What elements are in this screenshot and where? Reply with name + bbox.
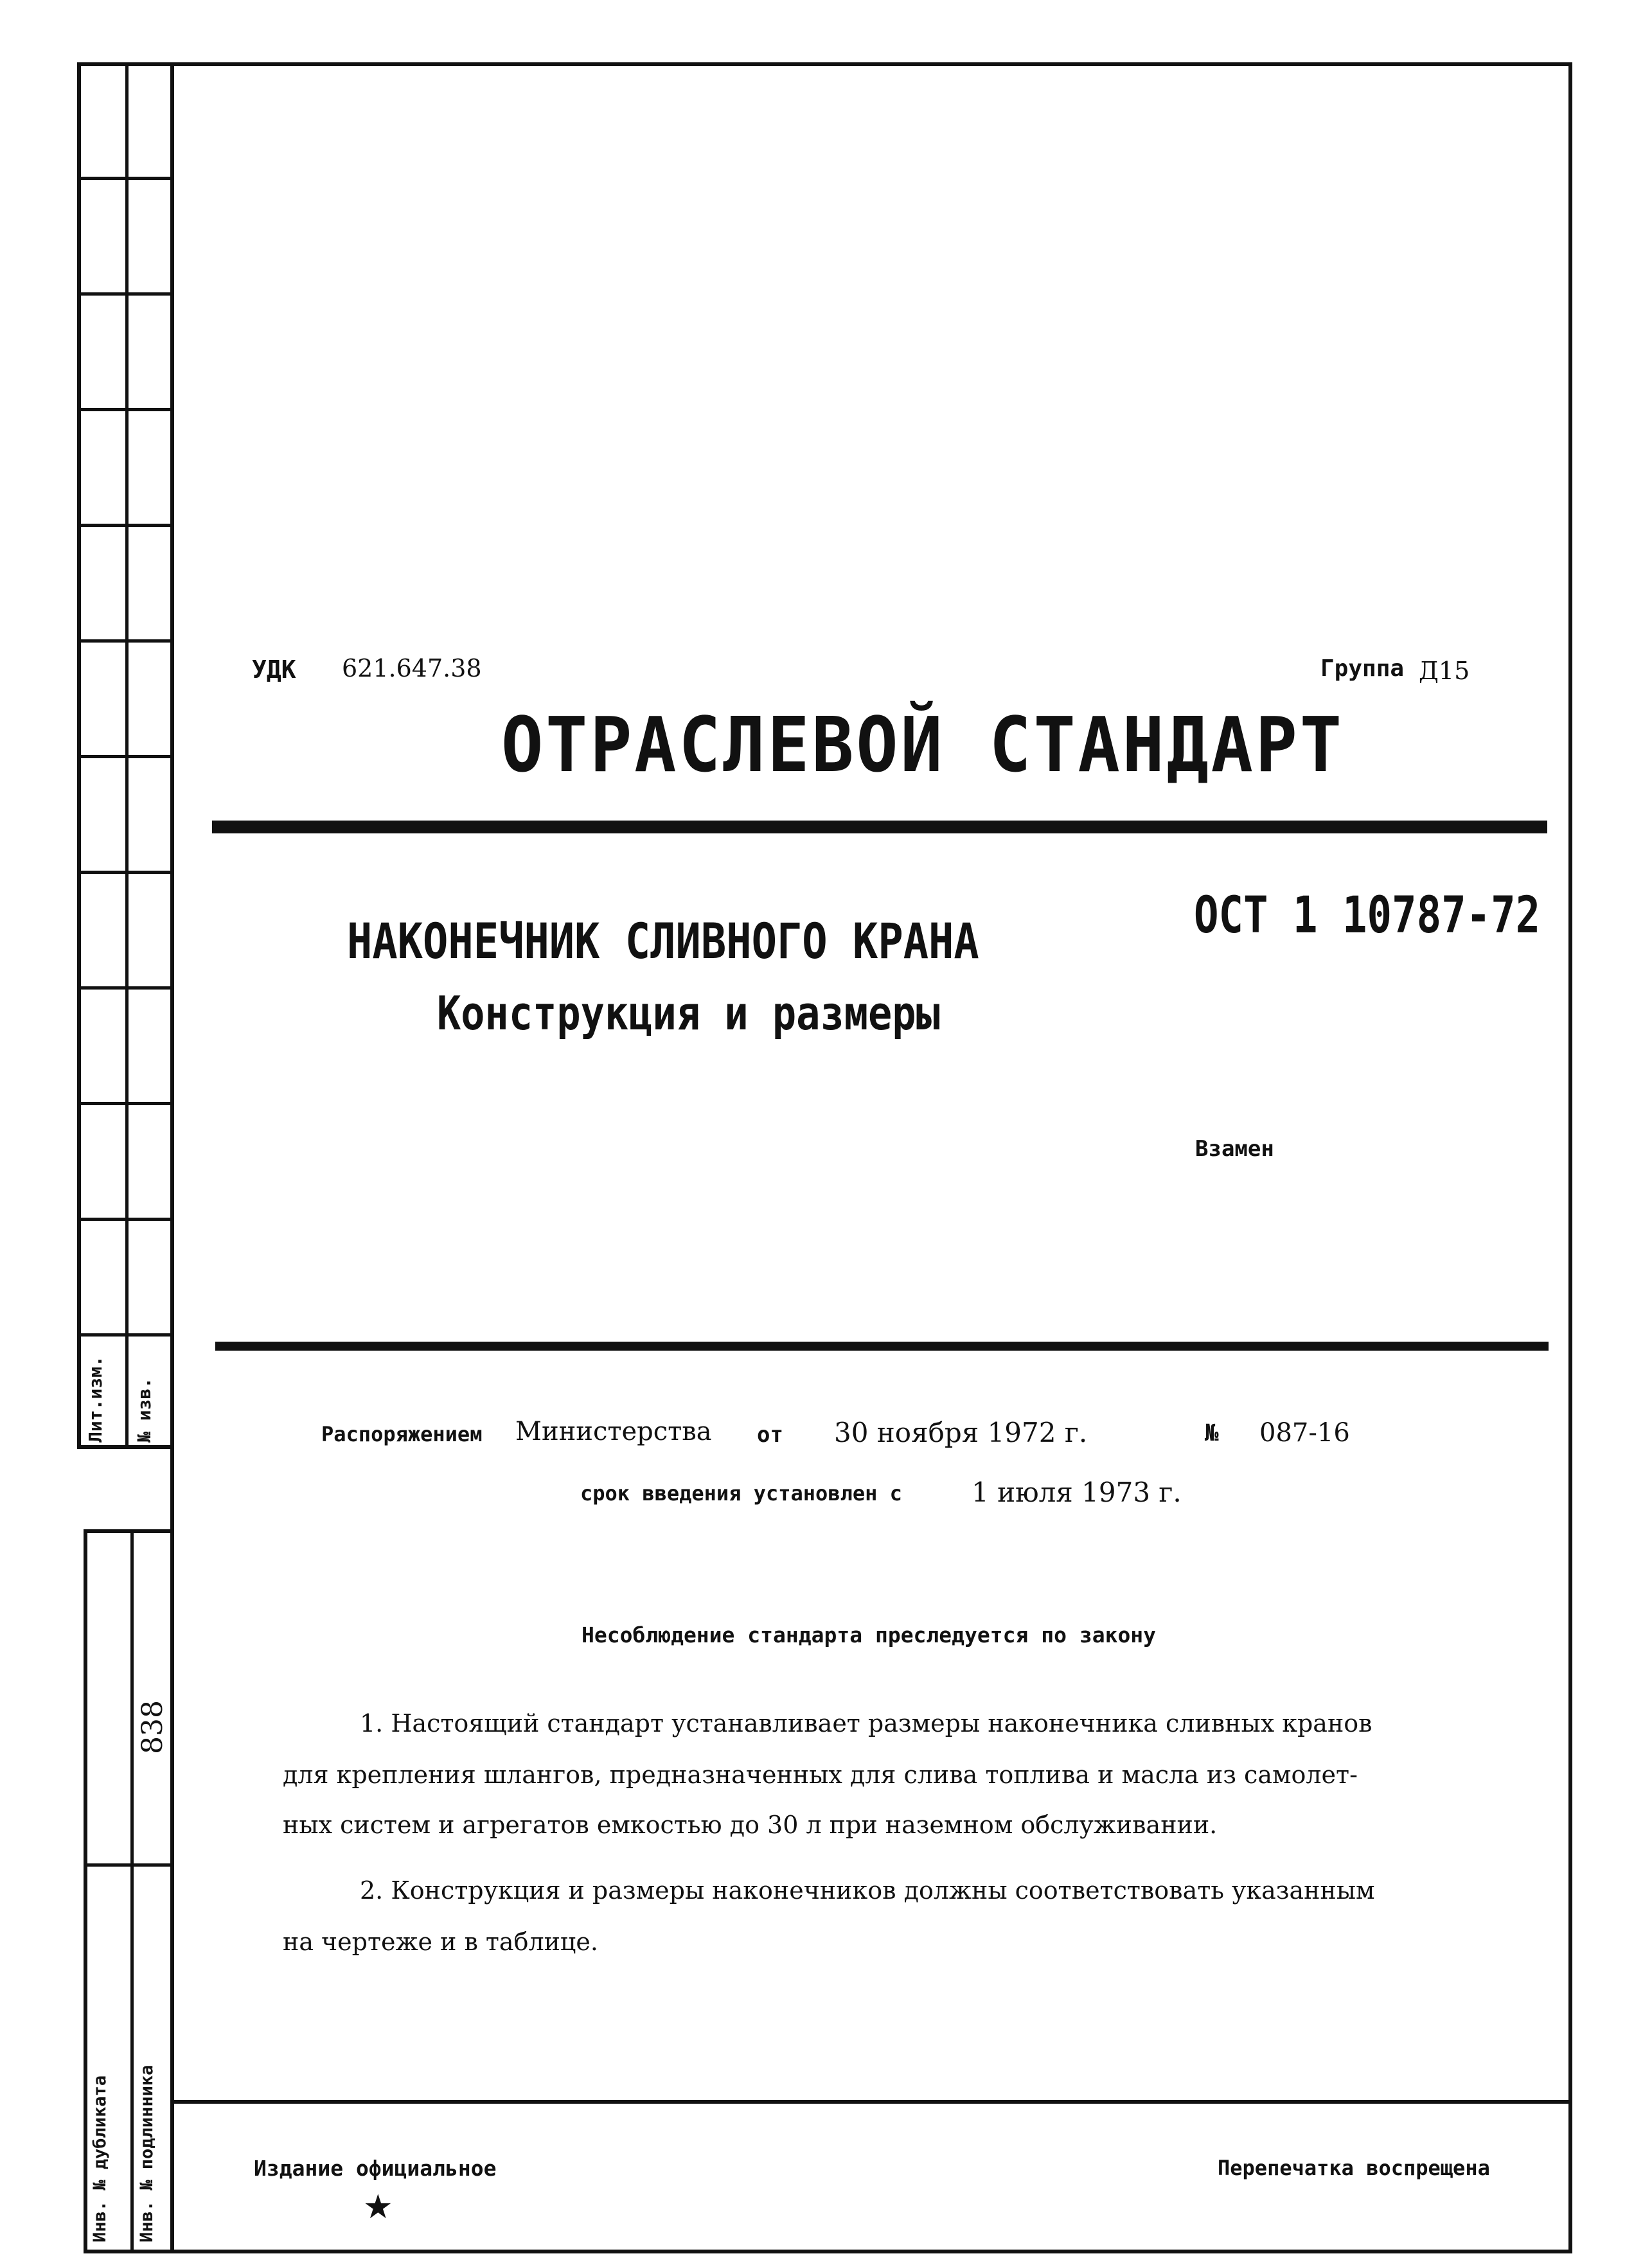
number-label: № [1205,1420,1219,1446]
order-date: 30 ноября 1972 г. [834,1417,1088,1448]
paragraph-2-line-1: 2. Конструкция и размеры наконечников должны соответствовать указанным [360,1876,1375,1905]
strip-cell-line [77,408,174,411]
standard-code: ОСТ 1 10787-72 [1194,887,1541,945]
strip-cell-line [84,1863,174,1867]
header-rule [212,821,1547,833]
strip-cell-line [77,524,174,527]
reprint-notice: Перепечатка воспрещена [1218,2156,1490,2180]
page-frame [170,62,1572,2253]
effective-label: срок введения установлен с [580,1481,902,1506]
group-value: Д15 [1419,657,1470,685]
paragraph-2-line-2: на чертеже и в таблице. [283,1928,598,1956]
order-number: 087-16 [1259,1418,1350,1448]
strip-cell-line [77,755,174,758]
footer-rule [170,2100,1572,2104]
udk-label: УДК [252,655,296,684]
document-subtitle: Конструкция и размеры [437,986,940,1040]
group-label: Группа [1320,655,1405,682]
udk-value: 621.647.38 [342,654,482,682]
strip-cell-line [77,1333,174,1337]
document-title: НАКОНЕЧНИК СЛИВНОГО КРАНА [347,912,979,970]
ministry-text: Министерства [515,1417,712,1446]
strip-cell-line [77,871,174,874]
lit-izm-label: Лит.изм. [85,1356,106,1443]
inv-duplicate-label: Инв. № дубликата [90,2075,110,2243]
replaces-label: Взамен [1195,1136,1274,1162]
inv-original-label: Инв. № подлинника [137,2065,157,2243]
standard-type-heading: ОТРАСЛЕВОЙ СТАНДАРТ [501,700,1344,789]
from-label: от [757,1422,783,1448]
strip-cell-line [77,292,174,296]
paragraph-1-line-1: 1. Настоящий стандарт устанавливает размеры наконечника сливных кранов [360,1709,1372,1737]
strip-cell-line [77,177,174,180]
strip-divider [130,1529,134,2253]
effective-date: 1 июля 1973 г. [972,1477,1182,1508]
edition-label: Издание официальное [254,2156,497,2181]
star-icon: ★ [363,2188,393,2226]
strip-cell-line [77,1218,174,1221]
strip-cell-line [77,1102,174,1105]
strip-cell-line [77,639,174,643]
paragraph-1-line-2: для крепления шлангов, предназначенных для слива топлива и масла из самолет- [283,1761,1358,1789]
title-rule [215,1342,1549,1351]
order-label: Распоряжением [321,1422,483,1446]
no-izv-label: № изв. [134,1377,155,1443]
strip-cell-line [77,986,174,990]
legal-notice: Несоблюдение стандарта преследуется по закону [582,1622,1157,1648]
inventory-number: 838 [136,1700,169,1754]
paragraph-1-line-3: ных систем и агрегатов емкостью до 30 л при наземном обслуживании. [283,1811,1218,1839]
